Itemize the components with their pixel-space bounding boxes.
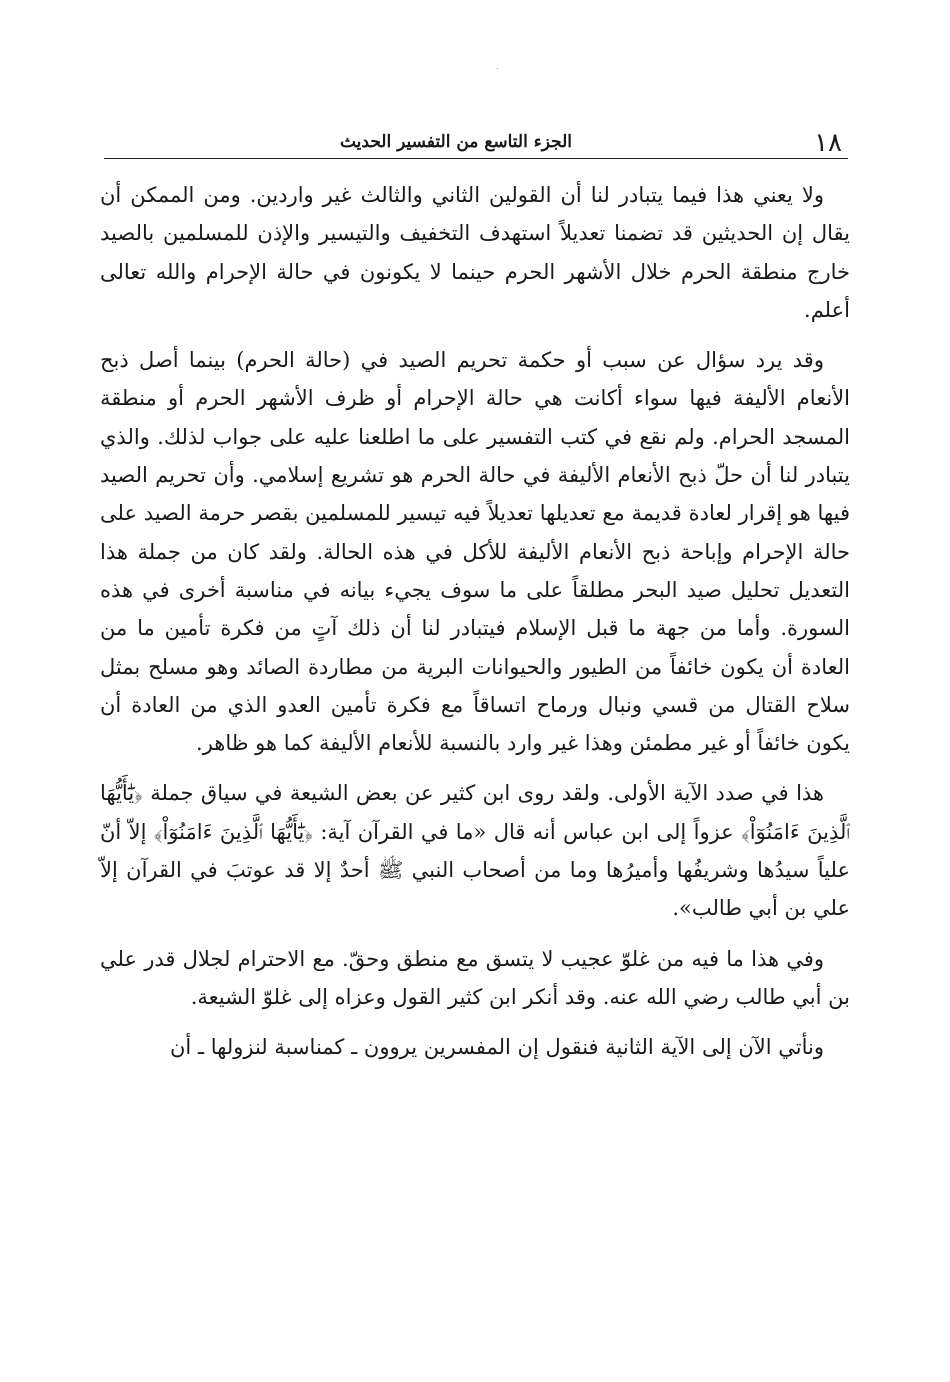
page-header (104, 128, 848, 158)
page-number: ١٨ (814, 128, 842, 158)
running-title: الجزء التاسع من التفسير الحديث (339, 132, 572, 152)
header-rule (104, 158, 848, 159)
paragraph-1: ولا يعني هذا فيما يتبادر لنا أن القولين الثاني والثالث غير واردين. ومن الممكن أن يقال إن الحديثين قد تضمنا تعديلاً استهدف التخفيف والتيسير والإذن للمسلمين بالصيد خارج منطقة الحرم خلال الأشهر الحرم حينما لا يكونون في حالة الإحرام والله تعالى أعلم. (100, 183, 850, 322)
paragraph-2: وقد يرد سؤال عن سبب أو حكمة تحريم الصيد في (حالة الحرم) بينما أصل ذبح الأنعام الأليفة فيها سواء أكانت هي حالة الإحرام أو ظرف الأشهر الحرم أو منطقة المسجد الحرام. ولم نقع في كتب التفسير على ما اطلعنا عليه على جواب لذلك. والذي يتبادر لنا أن حلّ ذبح الأنعام الأليفة في حالة الحرم هو تشريع إسلامي. وأن تحريم الصيد فيها هو إقرار لعادة قديمة مع تعديلها تعديلاً فيه تيسير للمسلمين بقصر حرمة الصيد على حالة الإحرام وإباحة ذبح الأنعام الأليفة للأكل في هذه الحالة. ولقد كان من جملة هذا التعديل تحليل صيد البحر مطلقاً على ما سوف يجيء بيانه في مناسبة أخرى في هذه السورة. وأما من جهة ما قبل الإسلام فيتبادر لنا أن ذلك آتٍ من فكرة تأمين ما من العادة أن يكون خائفاً من الطيور والحيوانات البرية من مطاردة الصائد وهو مسلح بمثل سلاح القتال من قسي ونبال ورماح اتساقاً مع فكرة تأمين العدو الذي من العادة أن يكون خائفاً أو غير مطمئن وهذا غير وارد بالنسبة للأنعام الأليفة كما هو ظاهر. (100, 348, 850, 756)
paragraph-3: هذا في صدد الآية الأولى. ولقد روى ابن كثير عن بعض الشيعة في سياق جملة ﴿يَٰٓأَيُّهَا ٱلَّذِينَ ءَامَنُوٓاْ﴾ عزواً إلى ابن عباس أنه قال «ما في القرآن آية: ﴿يَٰٓأَيُّهَا ٱلَّذِينَ ءَامَنُوٓاْ﴾ إلاّ أنّ علياً سيدُها وشريفُها وأميرُها وما من أصحاب النبي ﷺ أحدٌ إلا قد عوتبَ في القرآن إلاّ علي بن أبي طالب». (100, 781, 850, 921)
body-text (100, 176, 850, 1067)
paragraph-5: ونأتي الآن إلى الآية الثانية فنقول إن المفسرين يروون ـ كمناسبة لنزولها ـ أن (169, 1035, 824, 1060)
scan-speck (497, 68, 498, 69)
paragraph-4: وفي هذا ما فيه من غلوّ عجيب لا يتسق مع منطق وحقّ. مع الاحترام لجلال قدر علي بن أبي طالب رضي الله عنه. وقد أنكر ابن كثير القول وعزاه إلى غلوّ الشيعة. (100, 946, 850, 1009)
